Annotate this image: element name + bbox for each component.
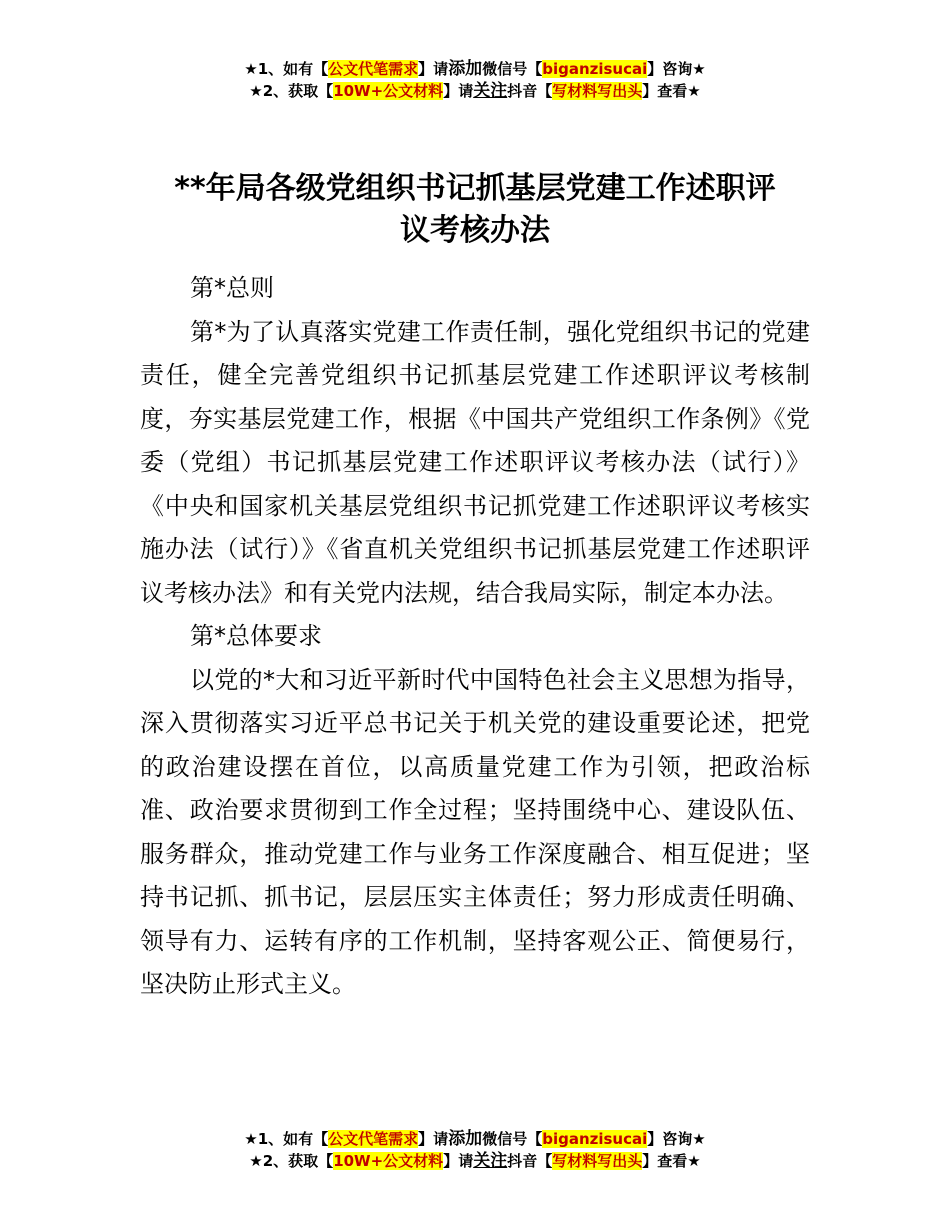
promo-text: 】请 — [443, 1152, 474, 1170]
promo-text: 】查看★ — [642, 82, 701, 100]
promo-text: 】请 — [443, 82, 474, 100]
promo-highlight: 公文代笔需求 — [328, 60, 419, 78]
promo-highlight: biganzisucai — [542, 60, 648, 78]
promo-emphasis: 添加 — [448, 59, 483, 79]
header-promo — [0, 58, 950, 102]
promo-highlight: 10W+公文材料 — [333, 1152, 444, 1170]
paragraph-purpose: 第*为了认真落实党建工作责任制，强化党组织书记的党建责任，健全完善党组织书记抓基层党建工作述职评议考核制度，夯实基层党建工作，根据《中国共产党组织工作条例》《党委（党组）书记抓基层党建工作述职评议考核办法（试行）》《中央和国家机关基层党组织书记抓党建工作述职评议考核实施办法（试行）》《省直机关党组织书记抓基层党建工作述职评议考核办法》和有关党内法规，结合我局实际，制定本办法。 — [140, 317, 810, 607]
promo-line-2 — [0, 80, 950, 102]
footer-promo — [0, 1128, 950, 1172]
promo-line-1 — [0, 1128, 950, 1150]
promo-line-2 — [0, 1150, 950, 1172]
promo-text: 抖音【 — [507, 1152, 553, 1170]
promo-text: 微信号【 — [482, 60, 543, 78]
promo-emphasis: 添加 — [448, 1129, 483, 1149]
promo-text: 】请 — [418, 60, 449, 78]
promo-emphasis: 关注 — [473, 1151, 508, 1171]
promo-line-1 — [0, 58, 950, 80]
title-line-2: 议考核办法 — [400, 213, 550, 248]
promo-highlight: biganzisucai — [542, 1130, 648, 1148]
promo-text: 微信号【 — [482, 1130, 543, 1148]
section-heading-requirements: 第*总体要求 — [190, 622, 322, 650]
promo-text: ★1、如有【 — [244, 1130, 329, 1148]
promo-text: 】请 — [418, 1130, 449, 1148]
title-line-1: **年局各级党组织书记抓基层党建工作述职评 — [174, 171, 776, 206]
section-heading-general: 第*总则 — [190, 274, 274, 302]
promo-highlight: 10W+公文材料 — [333, 82, 444, 100]
promo-text: ★1、如有【 — [244, 60, 329, 78]
promo-text: ★2、获取【 — [249, 82, 334, 100]
promo-emphasis: 关注 — [473, 81, 508, 101]
document-title — [140, 168, 810, 252]
promo-text: 】查看★ — [642, 1152, 701, 1170]
paragraph-requirements: 以党的*大和习近平新时代中国特色社会主义思想为指导，深入贯彻落实习近平总书记关于机关党的建设重要论述，把党的政治建设摆在首位，以高质量党建工作为引领，把政治标准、政治要求贯彻到工作全过程；坚持围绕中心、建设队伍、服务群众，推动党建工作与业务工作深度融合、相互促进；坚持书记抓、抓书记，层层压实主体责任；努力形成责任明确、领导有力、运转有序的工作机制，坚持客观公正、简便易行，坚决防止形式主义。 — [140, 665, 810, 998]
promo-text: 】咨询★ — [647, 60, 706, 78]
promo-text: ★2、获取【 — [249, 1152, 334, 1170]
promo-highlight: 写材料写出头 — [552, 82, 643, 100]
promo-highlight: 公文代笔需求 — [328, 1130, 419, 1148]
promo-highlight: 写材料写出头 — [552, 1152, 643, 1170]
promo-text: 】咨询★ — [647, 1130, 706, 1148]
promo-text: 抖音【 — [507, 82, 553, 100]
document-body — [140, 267, 810, 1007]
